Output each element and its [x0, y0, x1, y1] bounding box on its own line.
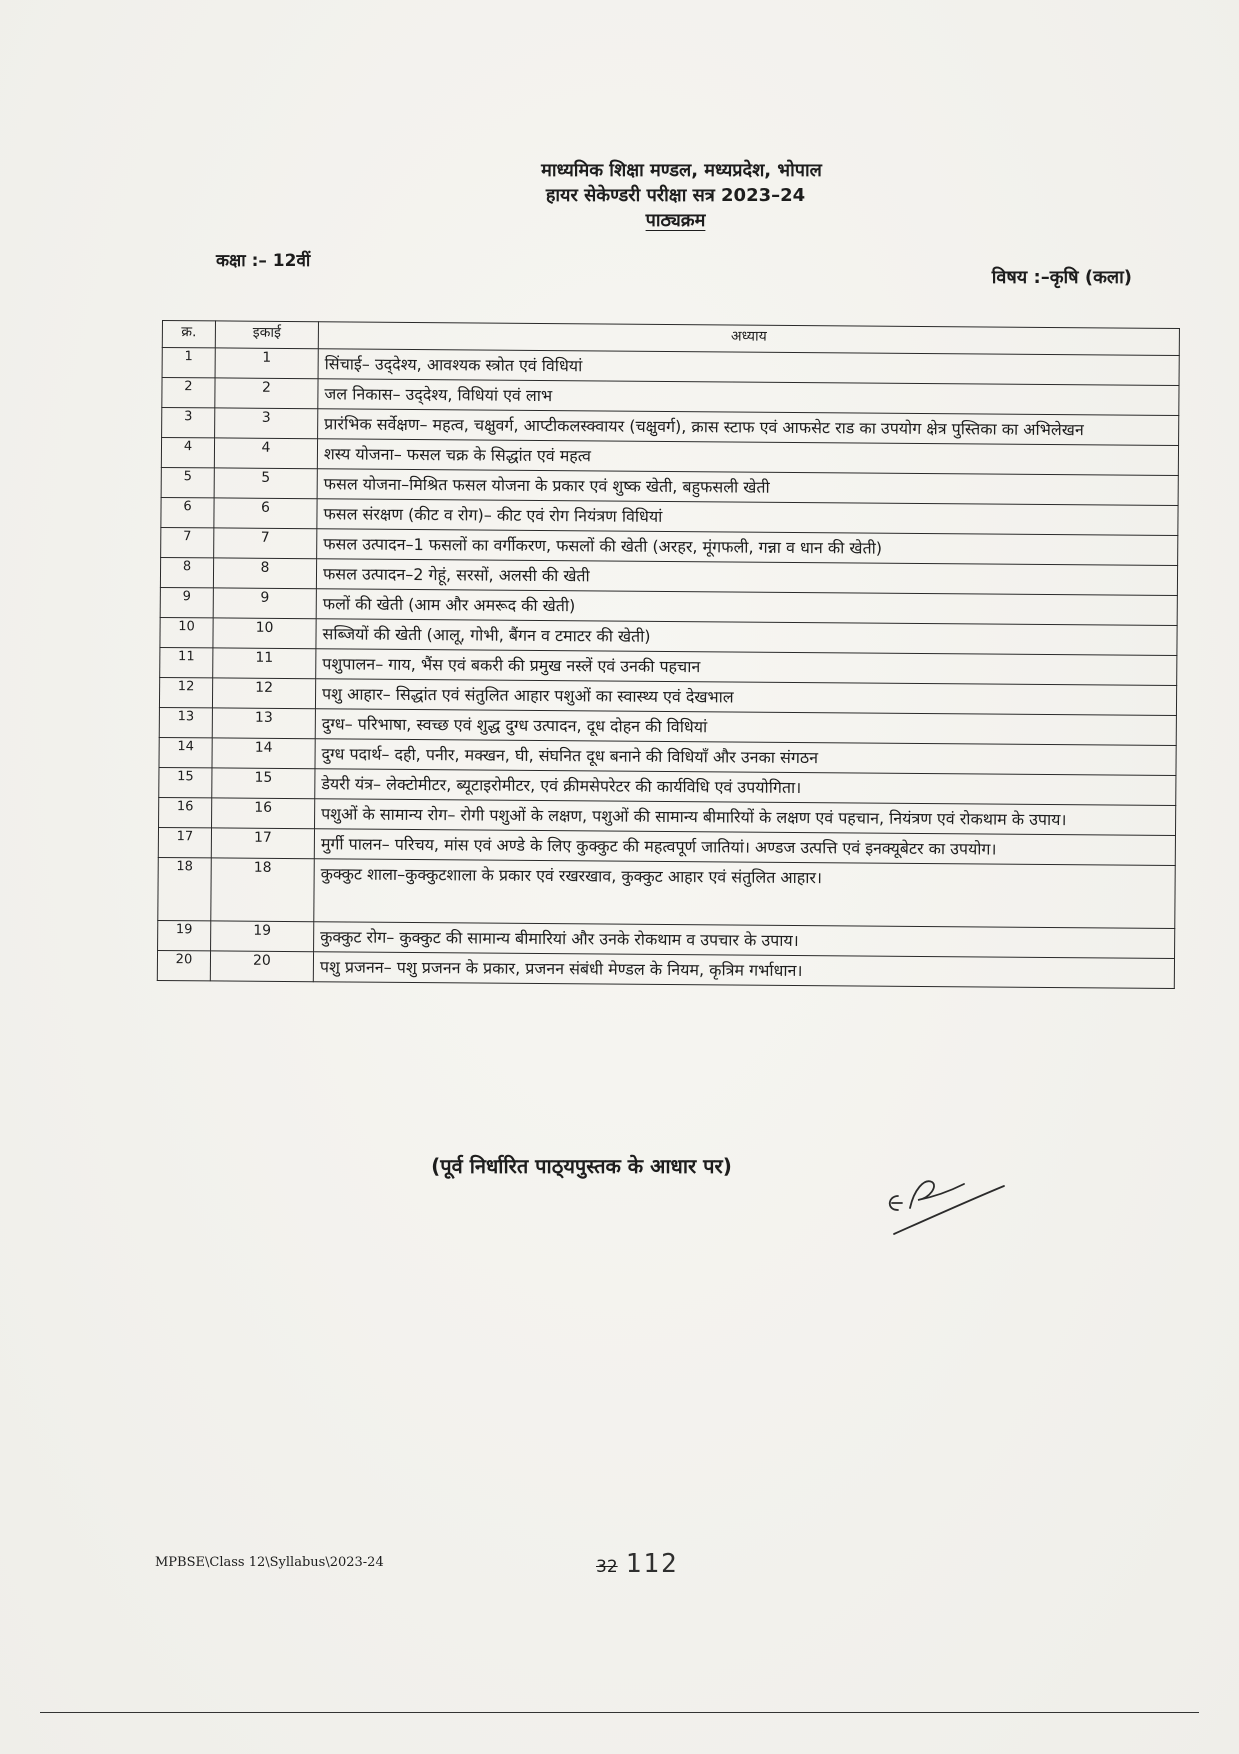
serial-no-cell: 11 [160, 647, 213, 677]
unit-cell: 12 [212, 678, 315, 709]
footer-note [0, 1152, 1239, 1179]
unit-cell: 8 [213, 558, 316, 589]
chapter-cell: प्रारंभिक सर्वेक्षण– महत्व, चक्षुवर्ग, आप्टीकलस्क्वायर (चक्षुवर्ग), क्रास स्टाफ एवं आफसेट राड का उपयोग क्षेत्र पुस्तिका का अभिलेखन [318, 409, 1179, 446]
serial-no-cell: 7 [161, 527, 214, 557]
subject-label: विषय :–कृषि (कला) [991, 267, 1132, 288]
unit-cell: 20 [210, 951, 313, 982]
bottom-rule [40, 1712, 1199, 1713]
chapter-cell: सब्जियों की खेती (आलू, गोभी, बैंगन व टमाटर की खेती) [316, 619, 1177, 656]
serial-no-cell: 17 [158, 827, 211, 857]
printed-page-number: 32 [596, 1557, 618, 1577]
table-row [158, 857, 1175, 928]
serial-no-cell: 6 [161, 497, 214, 527]
unit-cell: 7 [214, 528, 317, 559]
serial-no-cell: 4 [161, 438, 214, 468]
chapter-cell: पशु आहार– सिद्धांत एवं संतुलित आहार पशुओं का स्वास्थ्य एवं देखभाल [315, 679, 1176, 716]
serial-no-cell: 3 [162, 408, 215, 438]
chapter-cell: कुक्कुट शाला–कुक्कुटशाला के प्रकार एवं रखरखाव, कुक्कुट आहार एवं संतुलित आहार। [314, 859, 1175, 929]
chapter-cell: फलों की खेती (आम और अमरूद की खेती) [316, 589, 1177, 626]
chapter-cell: कुक्कुट रोग– कुक्कुट की सामान्य बीमारियां और उनके रोकथाम व उपचार के उपाय। [314, 922, 1175, 959]
chapter-cell: मुर्गी पालन– परिचय, मांस एवं अण्डे के लिए कुक्कुट की महत्वपूर्ण जातियां। अण्डज उत्पत्ति एवं इनक्यूबेटर का उपयोग। [314, 829, 1175, 866]
unit-cell: 4 [214, 438, 317, 469]
serial-no-cell: 18 [158, 857, 211, 920]
unit-cell: 16 [212, 798, 315, 829]
handwritten-page-number: 112 [625, 1549, 679, 1579]
unit-cell: 13 [212, 708, 315, 739]
serial-no-cell: 19 [158, 920, 211, 950]
unit-cell: 10 [213, 618, 316, 649]
exam-session: हायर सेकेण्डरी परीक्षा सत्र 2023–24 [545, 185, 806, 206]
serial-no-cell: 15 [159, 767, 212, 797]
serial-no-cell: 10 [160, 617, 213, 647]
syllabus-table [157, 320, 1180, 989]
serial-no-cell: 8 [160, 557, 213, 587]
serial-no-cell: 2 [162, 378, 215, 408]
chapter-cell: दुग्ध पदार्थ– दही, पनीर, मक्खन, घी, संघनित दूध बनाने की विधियॉं और उनका संगठन [315, 739, 1176, 776]
chapter-cell: शस्य योजना– फसल चक्र के सिद्धांत एवं महत्व [317, 439, 1178, 476]
chapter-cell: पशुपालन– गाय, भैंस एवं बकरी की प्रमुख नस्लें एवं उनकी पहचान [316, 649, 1177, 686]
chapter-cell: जल निकास– उद्‌देश्य, विधियां एवं लाभ [318, 379, 1179, 416]
chapter-cell: डेयरी यंत्र– लेक्टोमीटर, ब्यूटाइरोमीटर, एवं क्रीमसेपरेटर की कार्यविधि एवं उपयोगिता। [315, 769, 1176, 806]
unit-cell: 14 [212, 738, 315, 769]
unit-cell: 19 [211, 921, 314, 952]
unit-cell: 15 [212, 768, 315, 799]
chapter-cell: फसल संरक्षण (कीट व रोग)– कीट एवं रोग नियंत्रण विधियां [317, 499, 1178, 536]
footer-note-text: (पूर्व निर्धारित पाठ्‌यपुस्तक के आधार पर) [431, 1154, 732, 1178]
chapter-cell: दुग्ध– परिभाषा, स्वच्छ एवं शुद्ध दुग्ध उत्पादन, दूध दोहन की विधियां [315, 709, 1176, 746]
chapter-cell: पशुओं के सामान्य रोग– रोगी पशुओं के लक्षण, पशुओं की सामान्य बीमारियों के लक्षण एवं पहचान, नियंत्रण एवं रोकथाम के उपाय। [315, 799, 1176, 836]
document-path-label: MPBSE\Class 12\Syllabus\2023-24 [155, 1555, 384, 1570]
header-unit: इकाई [215, 321, 318, 349]
header-chapter: अध्याय [318, 322, 1179, 356]
serial-no-cell: 1 [162, 348, 215, 378]
serial-no-cell: 16 [159, 797, 212, 827]
unit-cell: 11 [213, 648, 316, 679]
chapter-cell: सिंचाई– उद्‌देश्य, आवश्यक स्त्रोत एवं विधियां [318, 349, 1179, 386]
page-number [596, 1549, 679, 1579]
unit-cell: 17 [211, 828, 314, 859]
handwritten-signature [880, 1160, 1010, 1240]
serial-no-cell: 20 [157, 950, 210, 980]
unit-cell: 1 [215, 348, 318, 379]
unit-cell: 18 [211, 858, 314, 922]
unit-cell: 9 [213, 588, 316, 619]
serial-no-cell: 14 [159, 737, 212, 767]
chapter-cell: फसल उत्पादन–2 गेहूं, सरसों, अलसी की खेती [316, 559, 1177, 596]
chapter-cell: फसल योजना–मिश्रित फसल योजना के प्रकार एवं शुष्क खेती, बहुफसली खेती [317, 469, 1178, 506]
unit-cell: 6 [214, 498, 317, 529]
serial-no-cell: 13 [159, 707, 212, 737]
serial-no-cell: 12 [159, 677, 212, 707]
document-header [0, 158, 1239, 233]
unit-cell: 2 [215, 378, 318, 409]
serial-no-cell: 9 [160, 587, 213, 617]
serial-no-cell: 5 [161, 467, 214, 497]
board-name: माध्यमिक शिक्षा मण्डल, मध्यप्रदेश, भोपाल [541, 160, 822, 181]
syllabus-title: पाठ्यक्रम [645, 210, 706, 231]
unit-cell: 5 [214, 468, 317, 499]
header-serial-no: क्र. [162, 321, 215, 348]
class-label: कक्षा :– 12वीं [216, 251, 311, 271]
chapter-cell: फसल उत्पादन–1 फसलों का वर्गीकरण, फसलों की खेती (अरहर, मूंगफली, गन्ना व धान की खेती) [317, 529, 1178, 566]
unit-cell: 3 [215, 408, 318, 439]
chapter-cell: पशु प्रजनन– पशु प्रजनन के प्रकार, प्रजनन संबंधी मेण्डल के नियम, कृत्रिम गर्भाधान। [313, 952, 1174, 989]
